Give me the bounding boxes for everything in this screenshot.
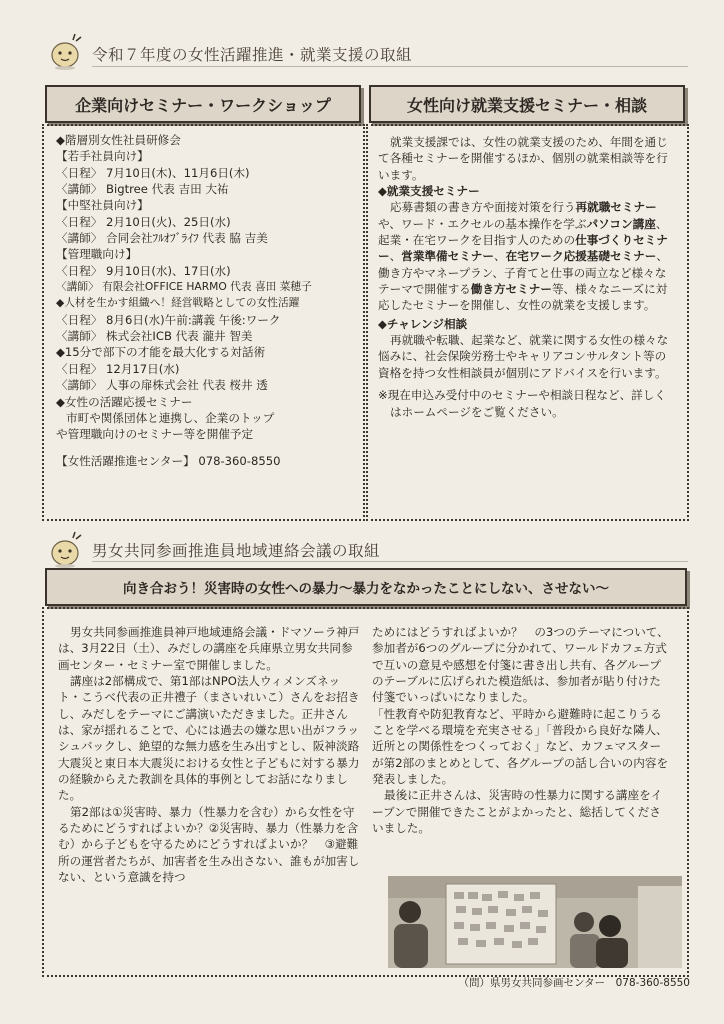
seminar-title: ◆15分で部下の才能を最大化する対話術: [56, 345, 266, 360]
section2-divider: [92, 561, 688, 562]
seminar-title: ◆女性の活躍応援セミナー: [56, 394, 193, 409]
group-label: 【若手社員向け】: [56, 149, 149, 164]
description-line: や管理職向けのセミナー等を開催予定: [56, 427, 254, 442]
lecturer: 〈講師〉 人事の扉株式会社 代表 桜井 透: [56, 378, 268, 393]
challenge-text: 再就職や転職、起業など、就業に関する女性の様々な悩みに、社会保険労務士やキャリアコンサルタント等の資格を持つ女性相談員が個別にアドバイスを行います。: [378, 333, 669, 380]
lecturer: 〈講師〉 合同会社ﾌﾙｵﾌﾞﾗｲﾌ 代表 脇 吉美: [56, 231, 268, 246]
section2-title: 男女共同参画推進員地域連絡会議の取組: [92, 542, 381, 560]
lecturer: 〈講師〉 有限会社OFFICE HARMO 代表 喜田 菜穂子: [56, 280, 312, 294]
group-label: 【中堅社員向け】: [56, 198, 149, 213]
schedule: 〈日程〉 2月10日(火)、25日(水): [56, 214, 231, 229]
mascot-icon: [48, 32, 82, 70]
article-paragraph: ためにはどうすればよいか？ の3つのテーマについて、参加者が6つのグループに分かれて、ワールドカフェ方式で互いの意見や感想を付箋に書き出し共有、各グループのテーブルに広げられた模造紙は、参加者が貼り付けた付箋でいっぱいになりました。: [372, 625, 669, 705]
section1-divider: [92, 66, 688, 67]
group-label: 【管理職向け】: [56, 247, 138, 262]
schedule: 〈日程〉 8月6日(水)午前:講義 午後:ワーク: [56, 312, 281, 327]
article-paragraph: 第2部は①災害時、暴力（性暴力を含む）から女性を守るためにどうすればよいか？②災害時、暴力（性暴力を含む）から子どもを守るためにどうすればよいか？ ③避難所の運営者たちが、加害者を生み出さない、誰もが加害しない、という意識を持つ: [58, 804, 360, 885]
text-run: 応募書類の書き方や面接対策を行う: [390, 200, 576, 215]
text-run: 、: [493, 249, 506, 264]
schedule: 〈日程〉 7月10日(木)、11月6日(木): [56, 165, 250, 180]
section2-header: [48, 528, 688, 568]
mascot-icon: [48, 530, 82, 568]
seminar-title: ◆階層別女性社員研修会: [56, 133, 181, 147]
seminar-name: 在宅ワーク応援基礎セミナー: [505, 249, 657, 264]
schedule: 〈日程〉 12月17日(水): [56, 361, 180, 376]
event-photo: [388, 876, 682, 968]
section2-banner: 向き合おう！災害時の女性への暴力～暴力をなかったことにしない、させない～: [45, 568, 687, 606]
left-box-heading: 企業向けセミナー・ワークショップ: [45, 85, 361, 123]
note-text: ※現在申込み受付中のセミナーや相談日程など、詳しくはホームページをご覧ください。: [378, 388, 666, 419]
seminar-name: 営業準備セミナー: [401, 249, 494, 264]
text-run: 、働き方やマネープラン、子育てと仕事の両立など様々なテーマで開催する: [378, 249, 668, 297]
lecturer: 〈講師〉 株式会社ICB 代表 瀧井 智美: [56, 329, 253, 344]
seminar-heading: ◆就業支援セミナー: [378, 184, 480, 199]
section1-title: 令和７年度の女性活躍推進・就業支援の取組: [92, 46, 413, 64]
description-line: 市町や関係団体と連携し、企業のトップ: [66, 410, 275, 425]
intro-text: 就業支援課では、女性の就業支援のため、年間を通じて各種セミナーを開催するほか、個別の就業相談等を行います。: [378, 135, 668, 182]
schedule: 〈日程〉 9月10日(水)、17日(水): [56, 263, 231, 278]
article-paragraph: 最後に正井さんは、災害時の性暴力に関する講座をイーブンで開催できたことがよかったと、総括してくださいました。: [372, 788, 663, 836]
seminar-text: [378, 199, 674, 313]
text-run: 等、様々なニーズに対応したセミナーを開催し、女性の就業を支援します。: [378, 282, 668, 313]
lecturer: 〈講師〉 Bigtree 代表 吉田 大祐: [56, 182, 229, 197]
article-paragraph: 講座は2部構成で、第1部はNPO法人ウィメンズネット・こうべ代表の正井禮子（まさいれいこ）さんをお招きし、みだしをテーマにご講演いただきました。正井さんは、家が揺れることで、心には過去の嫌な思い出がフラッシュバックし、絶望的な無力感を生み出すとし、阪神淡路大震災と東日本大震災における女性と子どもに対する暴力の経験からえた教訓を具体的事例としてお話になりました。: [58, 674, 360, 803]
section1-header: [48, 30, 688, 74]
article-paragraph: 男女共同参画推進員神戸地域連絡会議・ドマソーラ神戸は、3月22日（土）、みだしの講座を兵庫県立男女共同参画センター・セミナー室で開催しました。: [58, 625, 360, 672]
challenge-heading: ◆チャレンジ相談: [378, 316, 468, 331]
text-run: 、起業・在宅ワークを目指す人のための: [378, 216, 668, 248]
seminar-title: ◆人材を生かす組織へ！経営戦略としての女性活躍: [56, 296, 300, 310]
text-run: 、: [389, 249, 402, 264]
right-box-content: [378, 134, 674, 420]
seminar-name: 仕事づくりセミナー: [378, 233, 668, 264]
seminar-name: パソコン講座: [586, 216, 656, 231]
article-col-1: [58, 624, 360, 886]
seminar-name: 再就職セミナー: [575, 200, 657, 215]
article-col-2: [372, 624, 672, 836]
right-box-heading: 女性向け就業支援セミナー・相談: [369, 85, 685, 123]
contact-line: 【女性活躍推進センター】 078-360-8550: [56, 453, 281, 468]
text-run: や、ワード・エクセルの基本操作を学ぶ: [378, 216, 587, 231]
article-paragraph: 「性教育や防犯教育など、平時から避難時に起こりうることを学べる環境を充実させる」「普段から良好な隣人、近所との関係性をつくっておく」など、カフェマスターが第2部のまとめとして、各グループの話し合いの内容を発表しました。: [372, 706, 669, 787]
section2-contact: （問）県男女共同参画センター 078-360-8550: [458, 977, 690, 989]
seminar-name: 働き方セミナー: [470, 282, 552, 297]
left-box-content: [56, 132, 356, 469]
